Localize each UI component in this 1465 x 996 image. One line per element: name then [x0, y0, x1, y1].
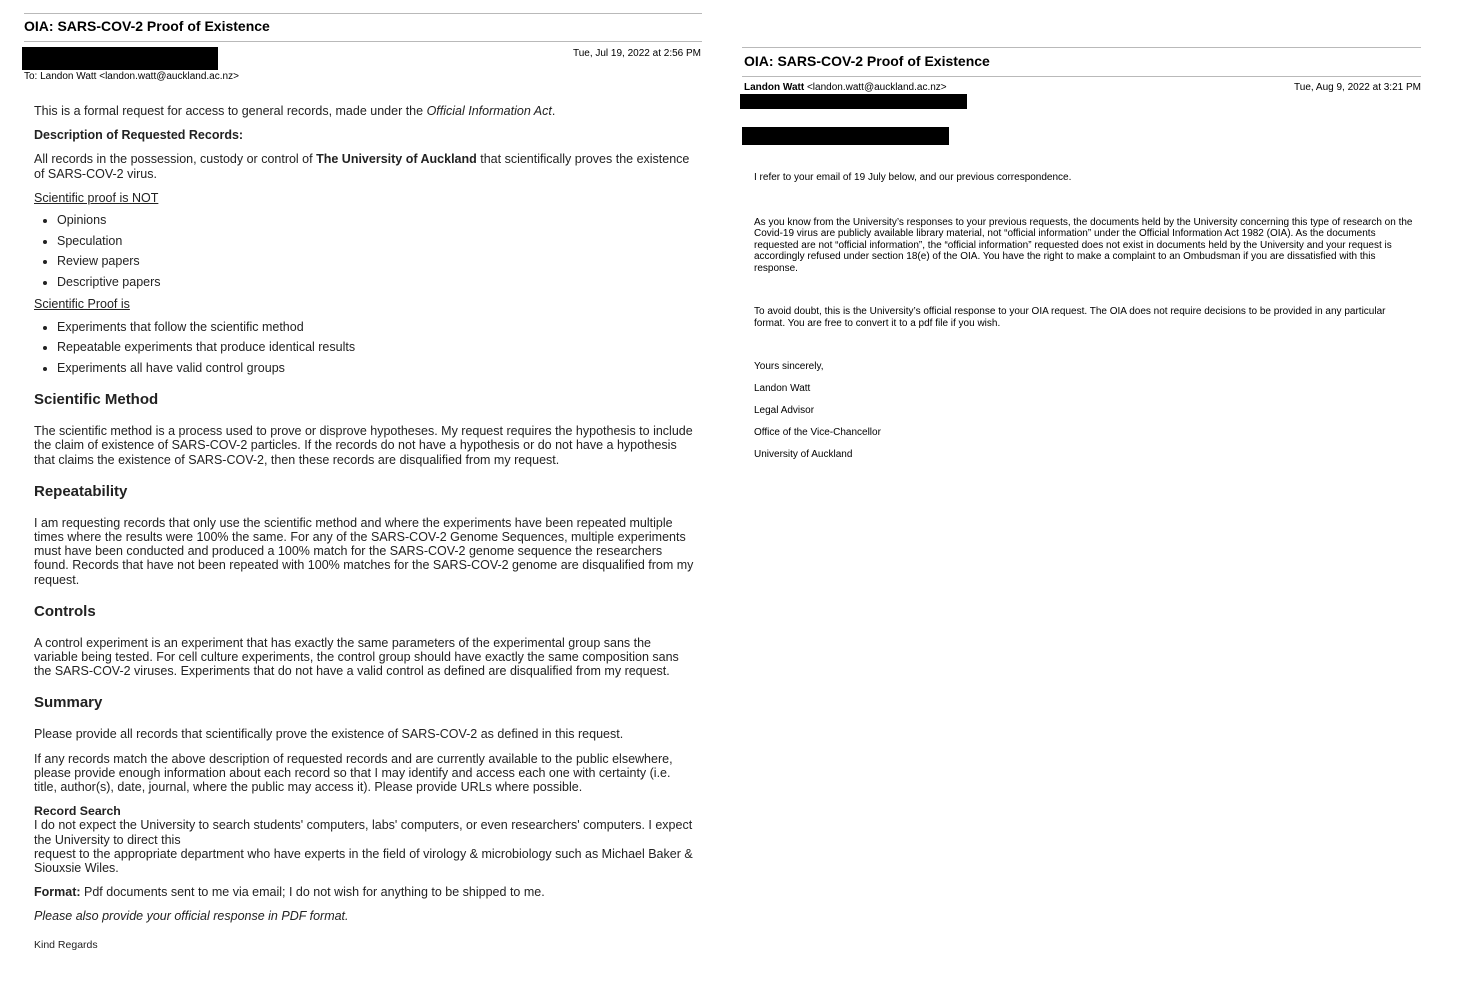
- from-email: <landon.watt@auckland.ac.nz>: [804, 82, 947, 93]
- method-heading: Scientific Method: [34, 391, 159, 409]
- controls-heading: Controls: [34, 602, 96, 620]
- summary-paragraph-2: If any records match the above description of requested records and are currently available to the public elsewhere, please provide enough information about each record so that I may identify and access each one with certainty (i.e. title, author(s), date, journal, where the public may access it). Please provide URLs where possible.: [34, 751, 673, 794]
- reply-paragraph-1: I refer to your email of 19 July below, and our previous correspondence.: [754, 172, 1072, 183]
- left-to-line: To: Landon Watt <landon.watt@auckland.ac.nz>: [24, 71, 239, 82]
- closing: Kind Regards: [34, 938, 98, 951]
- proof-list: [34, 320, 694, 376]
- list-item: • Repeatable experiments that produce identical results: [57, 340, 694, 354]
- list-item: • Opinions: [57, 213, 694, 227]
- right-email-body: [754, 172, 1414, 461]
- intro-paragraph: [34, 104, 694, 118]
- right-recipient-redaction: [740, 94, 967, 109]
- left-email-date: Tue, Jul 19, 2022 at 2:56 PM: [572, 48, 701, 59]
- not-proof-heading: Scientific proof is NOT: [34, 190, 159, 205]
- left-email-subject: OIA: SARS-COV-2 Proof of Existence: [24, 18, 270, 34]
- format-label: Format:: [34, 885, 81, 900]
- act-name: Official Information Act: [426, 104, 552, 118]
- signature-name: Landon Watt: [754, 383, 811, 394]
- intro-text: This is a formal request for access to general records, made under the: [34, 104, 427, 118]
- left-subject-rule: [24, 41, 702, 42]
- reply-paragraph-2: As you know from the University’s responses to your previous requests, the documents held by the University concerning this type of research on the Covid-19 virus are publicly available library material, not “official information” under the Official Information Act 1982 (OIA). As the documents requested are not “official information”, the “official information” requested does not exist in documents held by the University and your request is accordingly refused under section 18(e) of the OIA. You have the right to make a complaint to an Ombudsman if you are dissatisfied with this response.: [754, 216, 1413, 274]
- controls-paragraph: A control experiment is an experiment that has exactly the same parameters of the experimental group sans the variable being tested. For cell culture experiments, the control group should have exactly the same composition sans the SARS-COV-2 viruses. Experiments that do not have a valid control as defined are disqualified from my request.: [34, 635, 679, 679]
- signature-office: Office of the Vice-Chancellor: [754, 427, 881, 438]
- intro-end: .: [551, 104, 556, 118]
- pdf-note: [34, 909, 694, 923]
- right-email-subject: OIA: SARS-COV-2 Proof of Existence: [744, 53, 990, 69]
- reply-paragraph-3: To avoid doubt, this is the University’s official response to your OIA request. The OIA does not require decisions to be provided in any particular format. You are free to convert it to a pdf file if you wish.: [754, 306, 1386, 329]
- list-item: • Descriptive papers: [57, 275, 694, 289]
- desc-end: that scientifically proves the existence of SARS-COV-2 virus.: [34, 152, 690, 181]
- desc-org: The University of Auckland: [316, 152, 477, 167]
- left-top-rule: [24, 13, 702, 14]
- summary-heading: Summary: [34, 694, 103, 712]
- right-top-rule: [742, 47, 1421, 48]
- left-email-body: [34, 104, 694, 952]
- not-proof-list: [34, 213, 694, 289]
- pdf-note-text: Please also provide your official response in PDF format.: [34, 909, 349, 924]
- signoff: Yours sincerely,: [754, 361, 824, 372]
- list-item: • Speculation: [57, 234, 694, 248]
- signature-role: Legal Advisor: [754, 405, 815, 416]
- desc-text: All records in the possession, custody or control of: [34, 152, 317, 167]
- desc-paragraph: [34, 152, 694, 180]
- right-cc-redaction: [742, 127, 949, 145]
- signature-org: University of Auckland: [754, 449, 853, 460]
- method-paragraph: The scientific method is a process used to prove or disprove hypotheses. My request requires the hypothesis to include the claim of existence of SARS-COV-2 particles. If the records do not have a hypothesis or do not have a hypothesis that claims the existence of SARS-COV-2, then these records are disqualified from my request.: [34, 424, 693, 467]
- right-subject-rule: [742, 76, 1421, 77]
- repeat-paragraph: I am requesting records that only use the scientific method and where the experiments have been repeated multiple times where the results were 100% the same. For any of the SARS-COV-2 Genome Sequences, multiple experiments must have been conducted and produced a 100% match for the SARS-COV-2 genome sequence the researchers found. Records that have not been repeated with 100% matches for the SARS-COV-2 genome are disqualified from my request.: [34, 515, 694, 587]
- from-name: Landon Watt: [744, 82, 805, 93]
- right-from-line: [744, 82, 947, 93]
- record-search-heading: Record Search: [34, 804, 121, 819]
- proof-heading: Scientific Proof is: [34, 297, 130, 312]
- list-item: • Review papers: [57, 254, 694, 268]
- record-search-line-1: I do not expect the University to search students' computers, labs' computers, or even researchers' computers. I expect the University to direct this: [34, 818, 693, 847]
- list-item: • Experiments all have valid control groups: [57, 361, 694, 375]
- list-item: • Experiments that follow the scientific method: [57, 320, 694, 334]
- format-text: Pdf documents sent to me via email; I do not wish for anything to be shipped to me.: [80, 885, 545, 900]
- desc-heading: Description of Requested Records:: [34, 128, 244, 143]
- right-email-date: Tue, Aug 9, 2022 at 3:21 PM: [1294, 82, 1421, 93]
- repeat-heading: Repeatability: [34, 482, 128, 500]
- format-paragraph: [34, 885, 694, 899]
- record-search-line-2: request to the appropriate department who have experts in the field of virology & microbiology such as Michael Baker & Siouxsie Wiles.: [34, 846, 693, 875]
- left-sender-redaction: [22, 47, 218, 70]
- summary-paragraph-1: Please provide all records that scientifically prove the existence of SARS-COV-2 as defined in this request.: [34, 727, 624, 742]
